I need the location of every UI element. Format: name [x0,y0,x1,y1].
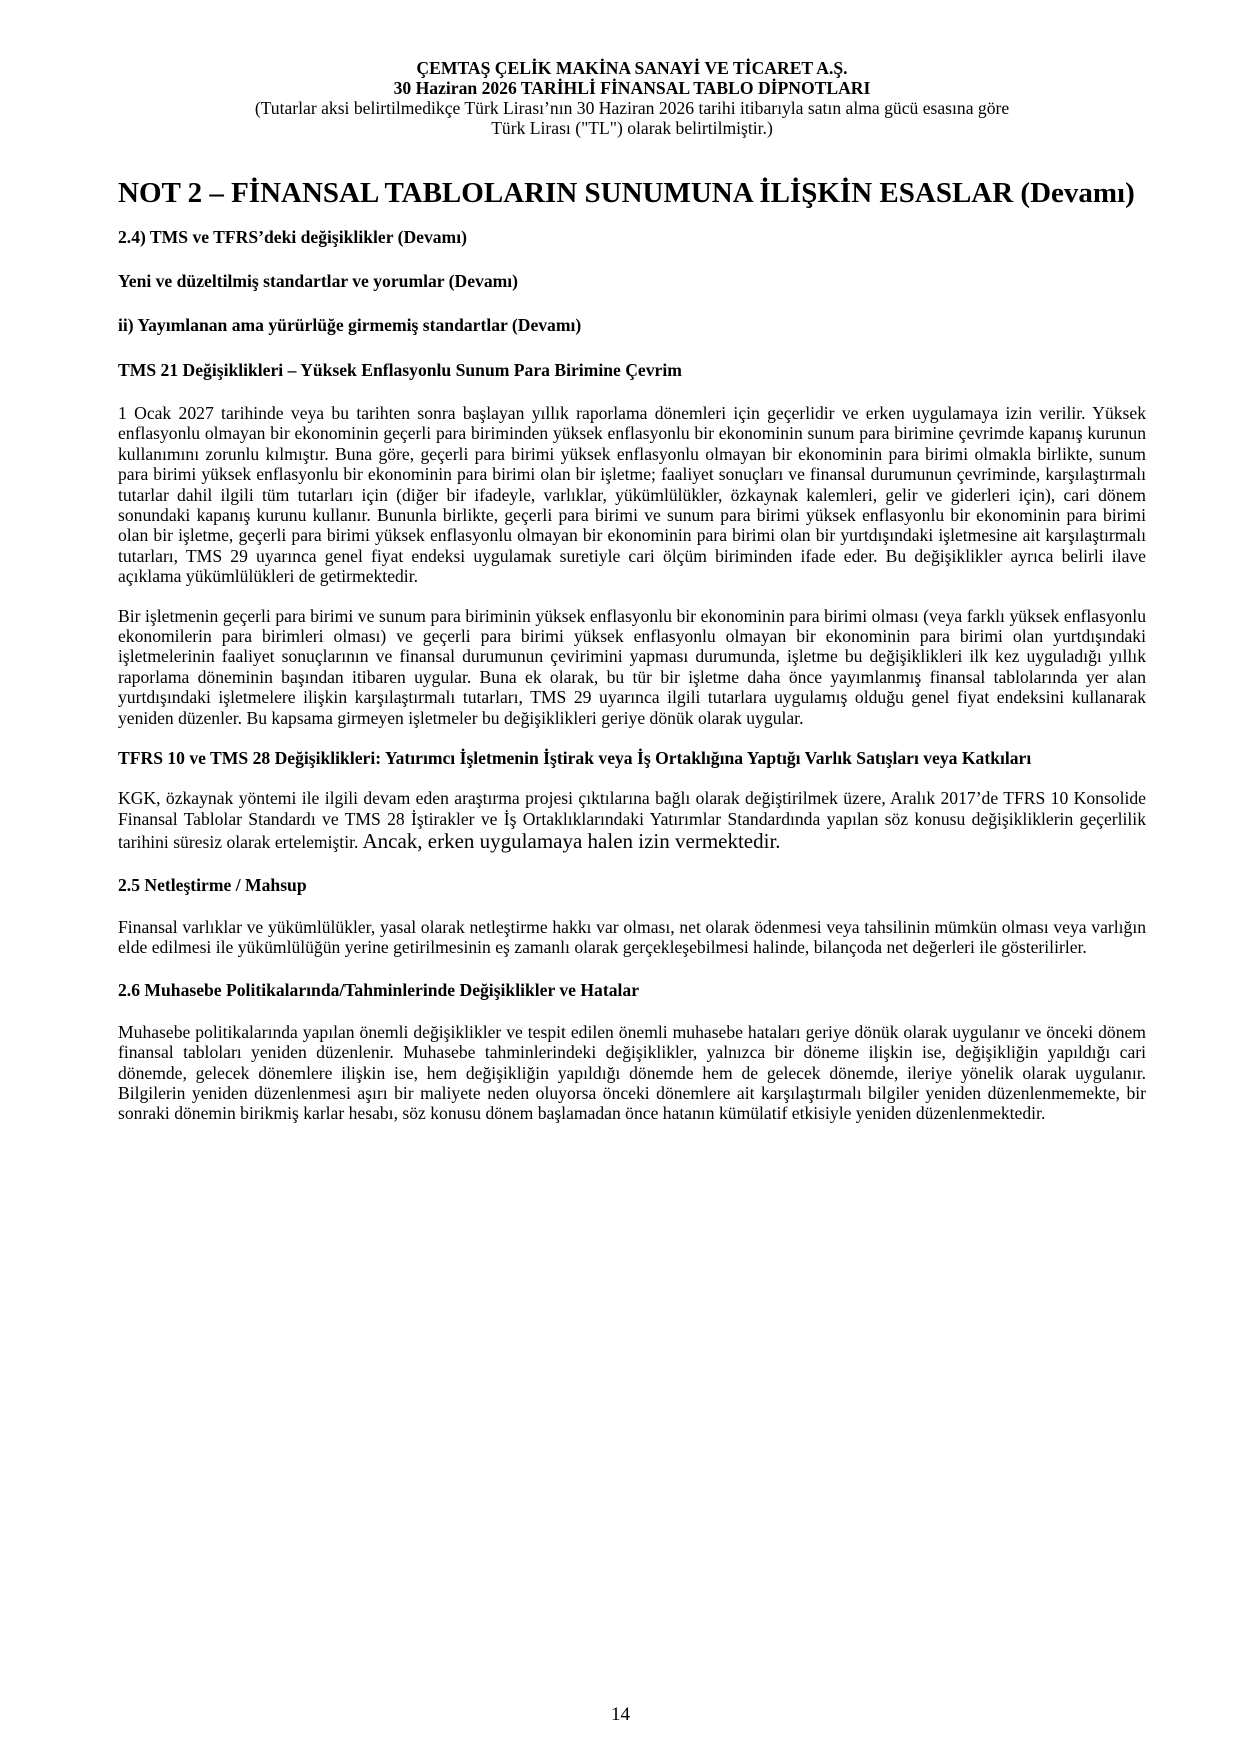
paragraph-tfrs10-tail: Ancak, erken uygulamaya halen izin vermektedir. [358,828,781,853]
paragraph-2-6: Muhasebe politikalarında yapılan önemli değişiklikler ve tespit edilen önemli muhasebe hataları geriye dönük olarak uygulanır ve önceki dönem finansal tabloları yeniden düzenlenir. Muhasebe tahminlerindeki değişiklikler, yalnızca bir döneme ilişkin ise, değişikliğin yapıldığı cari dönemde, gelecek dönemlere ilişkin ise, hem değişikliğin yapıldığı dönemde hem de gelecek dönemde, ileriye yönelik olarak uygulanır. Bilgilerin yeniden düzenlenmesi aşırı bir maliyete neden oluyorsa önceki dönemlere ait karşılaştırmalı bilgiler yeniden düzenlenmemekte, bir sonraki dönemin birikmiş karlar hesabı, söz konusu dönem başlamadan önce hatanın kümülatif etkisiyle yeniden düzenlenmektedir. [118,1021,1146,1124]
company-name: ÇEMTAŞ ÇELİK MAKİNA SANAYİ VE TİCARET A.Ş. [416,58,848,78]
paragraph-tfrs10-main: KGK, özkaynak yöntemi ile ilgili devam eden araştırma projesi çıktılarına bağlı olarak değiştirilmek üzere, Aralık 2017’de TFRS 10 Konsolide Finansal Tablolar Standardı ve TMS 28 İştirakler ve İş Ortaklıklarındaki Yatırımlar Standardında yapılan söz konusu değişikliklerin geçerlilik tarihini süresiz olarak ertelemiştir. [118,788,1146,852]
heading-2-6: 2.6 Muhasebe Politikalarında/Tahminlerinde Değişiklikler ve Hatalar [118,979,639,1000]
currency-note-line-2: Türk Lirası ("TL") olarak belirtilmiştir.) [491,118,773,138]
paragraph-2-5: Finansal varlıklar ve yükümlülükler, yasal olarak netleştirme hakkı var olması, net olarak ödenmesi veya tahsilinin mümkün olması veya varlığın elde edilmesi ile yükümlülüğün yerine getirilmesinin eş zamanlı olarak gerçekleşebilmesi halinde, bilançoda net değerleri ile gösterilirler. [118,916,1146,958]
heading-2-5: 2.5 Netleştirme / Mahsup [118,874,307,895]
report-subtitle: 30 Haziran 2026 TARİHLİ FİNANSAL TABLO DİPNOTLARI [393,78,871,98]
heading-new-standards: Yeni ve düzeltilmiş standartlar ve yorumlar (Devamı) [118,271,519,291]
heading-2-4: 2.4) TMS ve TFRS’deki değişiklikler (Devamı) [118,227,467,247]
paragraph-tfrs10 [118,788,1146,853]
heading-tfrs10: TFRS 10 ve TMS 28 Değişiklikleri: Yatırımcı İşletmenin İştirak veya İş Ortaklığına Yaptığı Varlık Satışları veya Katkıları [118,748,1032,769]
paragraph-tms21-2: Bir işletmenin geçerli para birimi ve sunum para biriminin yüksek enflasyonlu bir ekonominin para birimi olması (veya farklı yüksek enflasyonlu ekonomilerin para birimleri olması) ve geçerli para birimi yüksek enflasyonlu olmayan bir ekonominin para birimi olan yurtdışındaki işletmelerinin faaliyet sonuçlarının ve finansal durumunun çevirimini yapması durumunda, işletme bu değişiklikleri ilk kez uyguladığı yıllık raporlama döneminin başından itibaren uygular. Buna ek olarak, bu tür bir işletme daha önce yayımlanmış finansal tablolarında yer alan yurtdışındaki işletmelere ilişkin karşılaştırmalı tutarları, TMS 29 uyarınca ilgili tutarlara uygulamış olduğu genel fiyat endeksini kullanarak yeniden düzenler. Bu kapsama girmeyen işletmeler bu değişiklikleri geriye dönük olarak uygular. [118,605,1146,728]
note-title: NOT 2 – FİNANSAL TABLOLARIN SUNUMUNA İLİŞKİN ESASLAR (Devamı) [118,177,1135,209]
page-header [118,58,1146,138]
currency-note-line-1: (Tutarlar aksi belirtilmedikçe Türk Lirası’nın 30 Haziran 2026 tarihi itibarıyla satın alma gücü esasına göre [254,98,1010,118]
document-page [118,58,1146,1124]
heading-not-effective: ii) Yayımlanan ama yürürlüğe girmemiş standartlar (Devamı) [118,315,582,335]
heading-tms21: TMS 21 Değişiklikleri – Yüksek Enflasyonlu Sunum Para Birimine Çevrim [118,360,682,380]
paragraph-tms21-1: 1 Ocak 2027 tarihinde veya bu tarihten sonra başlayan yıllık raporlama dönemleri için geçerlidir ve erken uygulamaya izin verilir. Yüksek enflasyonlu olmayan bir ekonominin geçerli para biriminden yüksek enflasyonlu bir ekonominin sunum para birimine çevrimde kapanış kurunun kullanımını zorunlu kılmıştır. Buna göre, geçerli para birimi yüksek enflasyonlu olmayan bir ekonominin para birimi olmakla birlikte, sunum para birimi yüksek enflasyonlu bir ekonominin para birimi olan bir işletme; faaliyet sonuçları ve finansal durumunun çevriminde, karşılaştırmalı tutarlar dahil ilgili tüm tutarları için (diğer bir ifadeyle, varlıklar, yükümlülükler, özkaynak kalemleri, gelir ve giderleri için), cari dönem sonundaki kapanış kurunu kullanır. Bununla birlikte, geçerli para birimi ve sunum para birimi yüksek enflasyonlu bir ekonominin para birimi olan bir işletme, geçerli para birimi yüksek enflasyonlu olmayan bir ekonominin para birimi olan bir yurtdışındaki işletmesine ait karşılaştırmalı tutarları, TMS 29 uyarınca genel fiyat endeksi uygulamak suretiyle cari ölçüm biriminden ifade eder. Bu değişiklikler ayrıca belirli ilave açıklama yükümlülükleri de getirmektedir. [118,403,1146,587]
page-number: 14 [611,1704,630,1725]
